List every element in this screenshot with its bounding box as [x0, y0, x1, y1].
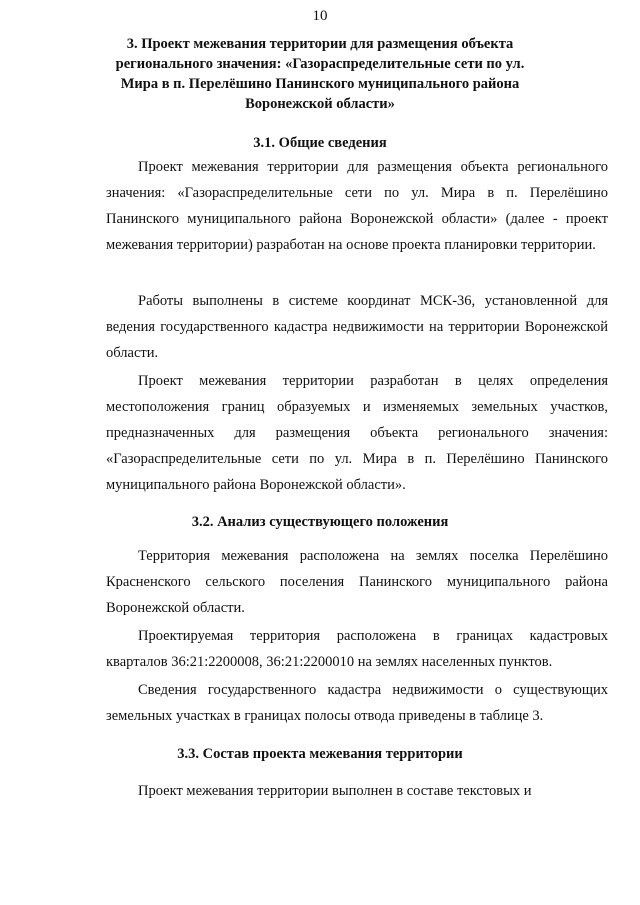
paragraph: Проект межевания территории для размещения объекта регионального значения: «Газораспределительные сети по ул. Мира в п. Перелёшино Панинского муниципального района Воронежской области» (далее - проект межевания территории) разработан на основе проекта планировки территории.: [106, 159, 608, 253]
section-heading-general: 3.1. Общие сведения: [253, 135, 387, 151]
section-heading-analysis: 3.2. Анализ существующего положения: [191, 514, 449, 530]
paragraph: Проектируемая территория расположена в границах кадастровых кварталов 36:21:2200008, 36:21:2200010 на землях населенных пунктов.: [106, 628, 608, 670]
paragraph: Работы выполнены в системе координат МСК-36, установленной для ведения государственного кадастра недвижимости на территории Воронежской области.: [106, 293, 608, 361]
paragraph: Проект межевания территории выполнен в составе текстовых и: [138, 783, 532, 799]
chapter-heading: 3. Проект межевания территории для размещения объекта регионального значения: «Газораспределительные сети по ул. Мира в п. Перелёшино Панинского муниципального района Воронежской области»: [115, 36, 525, 112]
paragraph: Проект межевания территории разработан в целях определения местоположения границ образуемых и изменяемых земельных участков, предназначенных для размещения объекта регионального значения: «Газораспределительные сети по ул. Мира в п. Перелёшино Панинского муниципального района Воронежской области».: [106, 373, 608, 493]
section-heading-composition: 3.3. Состав проекта межевания территории: [177, 746, 463, 762]
paragraph: Территория межевания расположена на землях поселка Перелёшино Красненского сельского поселения Панинского муниципального района Воронежской области.: [106, 548, 608, 616]
page-number: 10: [312, 8, 328, 24]
paragraph: Сведения государственного кадастра недвижимости о существующих земельных участках в границах полосы отвода приведены в таблице 3.: [106, 682, 608, 724]
